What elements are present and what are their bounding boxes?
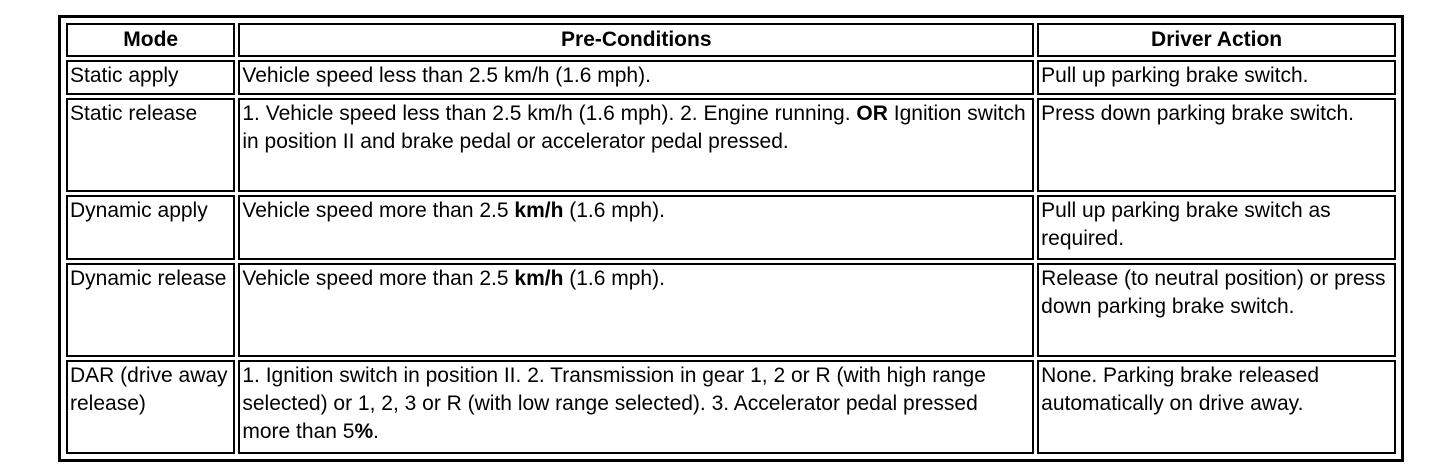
header-driver-action: Driver Action xyxy=(1037,23,1396,57)
header-pre-conditions: Pre-Conditions xyxy=(238,23,1034,57)
parking-brake-modes-table xyxy=(63,20,1399,457)
pre-conditions-bold-text: km/h xyxy=(514,199,564,223)
pre-conditions-cell xyxy=(238,263,1034,357)
table-row xyxy=(66,98,1396,192)
header-row xyxy=(66,23,1396,57)
pre-conditions-bold-text: OR xyxy=(856,102,888,126)
mode-cell: Static release xyxy=(66,98,235,192)
mode-cell: Dynamic release xyxy=(66,263,235,357)
table-row xyxy=(66,263,1396,357)
driver-action-cell: Pull up parking brake switch. xyxy=(1037,60,1396,95)
pre-conditions-text: (1.6 mph). xyxy=(563,267,665,291)
pre-conditions-cell xyxy=(238,98,1034,192)
pre-conditions-text: Ignition switch in position II and brake pedal or accelerator pedal pressed. xyxy=(242,102,1026,154)
mode-cell: Static apply xyxy=(66,60,235,95)
table-row xyxy=(66,360,1396,454)
pre-conditions-bold-text: % xyxy=(354,420,374,444)
pre-conditions-text: 1. Ignition switch in position II. 2. Transmission in gear 1, 2 or R (with high range selected) or 1, 2, 3 or R (with low range selected). 3. Accelerator pedal pressed more than 5 xyxy=(242,364,986,444)
pre-conditions-cell xyxy=(238,195,1034,260)
pre-conditions-bold-text: km/h xyxy=(514,267,564,291)
pre-conditions-text: Vehicle speed less than 2.5 km/h (1.6 mph). xyxy=(242,64,651,87)
driver-action-cell: None. Parking brake released automatically on drive away. xyxy=(1037,360,1396,454)
mode-cell: DAR (drive away release) xyxy=(66,360,235,454)
pre-conditions-text: Vehicle speed more than 2.5 xyxy=(242,267,515,291)
driver-action-cell: Pull up parking brake switch as required. xyxy=(1037,195,1396,260)
table-row xyxy=(66,195,1396,260)
driver-action-cell: Release (to neutral position) or press down parking brake switch. xyxy=(1037,263,1396,357)
header-mode: Mode xyxy=(66,23,235,57)
pre-conditions-cell xyxy=(238,360,1034,454)
driver-action-cell: Press down parking brake switch. xyxy=(1037,98,1396,192)
pre-conditions-cell xyxy=(238,60,1034,95)
pre-conditions-text: 1. Vehicle speed less than 2.5 km/h (1.6 mph). 2. Engine running. xyxy=(242,102,857,126)
table-frame xyxy=(58,15,1404,462)
pre-conditions-text: Vehicle speed more than 2.5 xyxy=(242,199,515,223)
pre-conditions-text: . xyxy=(373,420,379,444)
mode-cell: Dynamic apply xyxy=(66,195,235,260)
pre-conditions-text: (1.6 mph). xyxy=(563,199,665,223)
table-row xyxy=(66,60,1396,95)
